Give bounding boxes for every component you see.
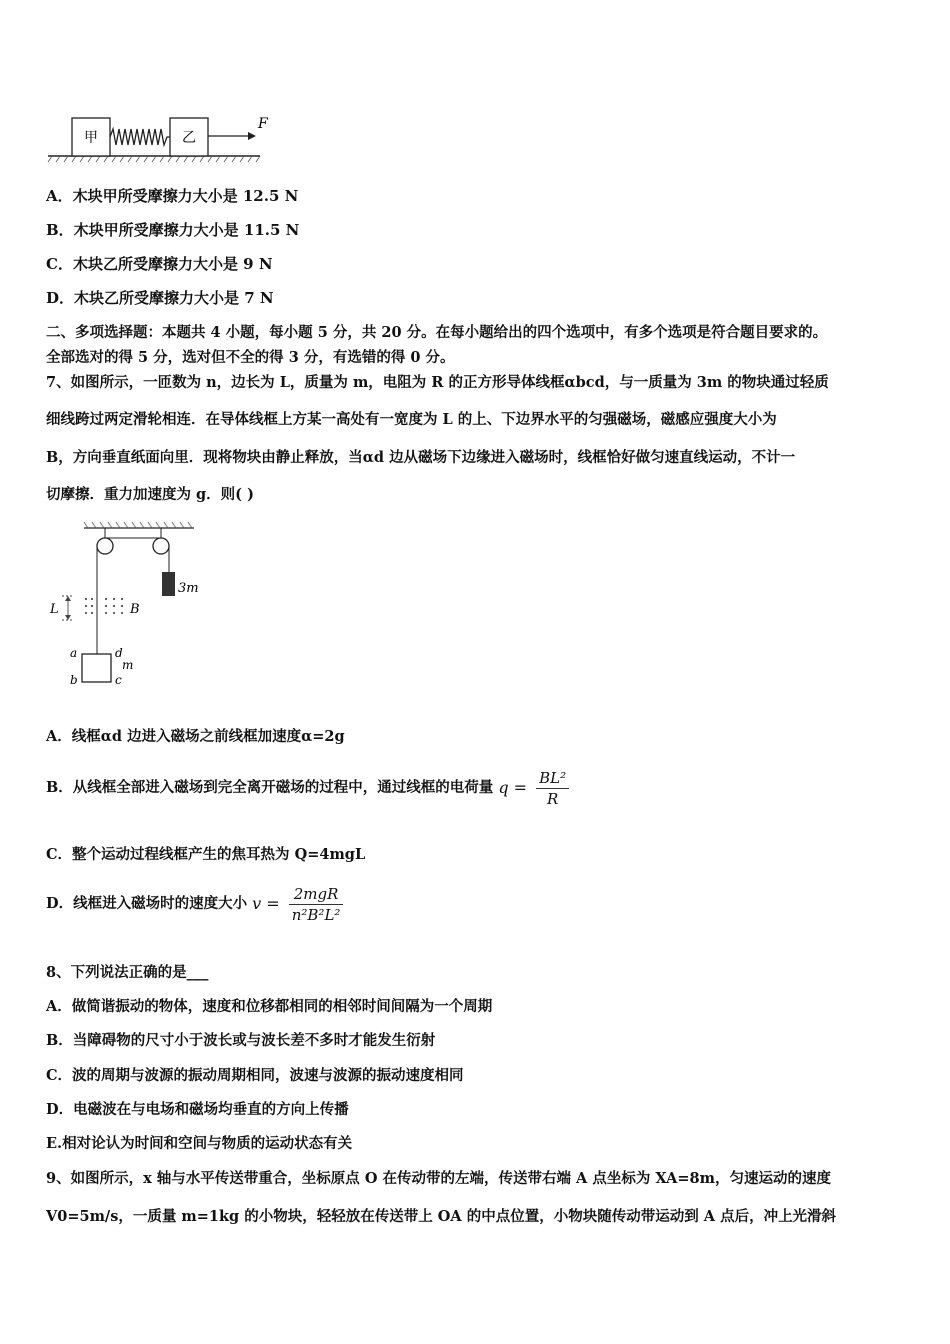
q6-option-a: A．木块甲所受摩擦力大小是 12.5 N [46, 187, 299, 205]
hanging-mass-label: 3m [178, 581, 199, 596]
spring-blocks-figure [46, 112, 286, 164]
q7-option-a: A．线框αd 边进入磁场之前线框加速度α=2g [46, 728, 345, 745]
q7-option-b-lhs: q = [498, 778, 528, 797]
pulley-frame-figure [44, 520, 214, 692]
q7-option-d [46, 882, 343, 926]
block-yi-label: 乙 [182, 130, 196, 146]
q8-option-e: E.相对论认为时间和空间与物质的运动状态有关 [46, 1135, 353, 1152]
q8-option-c: C．波的周期与波源的振动周期相同，波速与波源的振动速度相同 [46, 1067, 464, 1084]
q9-stem-line1: 9、如图所示，x 轴与水平传送带重合，坐标原点 O 在传动带的左端，传送带右端 A 点坐标为 XA=8m，匀速运动的速度 [46, 1170, 831, 1187]
q7-option-d-text: D．线框进入磁场时的速度大小 [46, 895, 248, 912]
q6-option-c: C．木块乙所受摩擦力大小是 9 N [46, 255, 273, 273]
q6-option-b: B．木块甲所受摩擦力大小是 11.5 N [46, 221, 300, 239]
q7-stem-line3: B，方向垂直纸面向里．现将物块由静止释放，当αd 边从磁场下边缘进入磁场时，线框恰好做匀速直线运动，不计一 [46, 449, 796, 466]
corner-c-label: c [115, 673, 122, 687]
hanging-mass [162, 572, 175, 596]
left-pulley [97, 538, 113, 554]
q8-option-d: D．电磁波在与电场和磁场均垂直的方向上传播 [46, 1101, 349, 1118]
field-width-label: L [50, 602, 59, 617]
q7-option-b-fraction [536, 768, 569, 809]
q7-option-b [46, 766, 569, 810]
q8-stem: 8、下列说法正确的是___ [46, 964, 209, 981]
magnetic-field-dots [85, 598, 123, 614]
conducting-frame [82, 654, 111, 682]
q7-option-b-numerator: BL² [536, 768, 569, 789]
section2-heading: 二、多项选择题：本题共 4 小题，每小题 5 分，共 20 分。在每小题给出的四个选项中，有多个选项是符合题目要求的。 [46, 324, 828, 341]
q7-option-d-fraction [289, 884, 344, 925]
q6-option-d: D．木块乙所受摩擦力大小是 7 N [46, 289, 274, 307]
q8-option-a: A．做简谐振动的物体，速度和位移都相同的相邻时间间隔为一个周期 [46, 998, 493, 1015]
q7-option-c: C．整个运动过程线框产生的焦耳热为 Q=4mgL [46, 846, 366, 863]
section2-scoring: 全部选对的得 5 分，选对但不全的得 3 分，有选错的得 0 分。 [46, 349, 455, 366]
q7-stem-line2: 细线跨过两定滑轮相连．在导体线框上方某一高处有一宽度为 L 的上、下边界水平的匀强磁场，磁感应强度大小为 [46, 411, 777, 428]
corner-d-label: d [115, 646, 123, 660]
frame-mass-label: m [122, 658, 134, 672]
field-label: B [130, 602, 140, 617]
q7-option-d-lhs: v = [252, 894, 280, 913]
corner-a-label: a [70, 646, 78, 660]
q7-option-b-text: B．从线框全部进入磁场到完全离开磁场的过程中，通过线框的电荷量 [46, 779, 494, 796]
q8-option-b: B．当障碍物的尺寸小于波长或与波长差不多时才能发生衍射 [46, 1032, 436, 1049]
spring [110, 129, 170, 145]
q7-option-d-numerator: 2mgR [289, 884, 344, 905]
q7-option-b-denominator: R [546, 789, 559, 808]
force-label: F [258, 116, 268, 132]
block-jia-label: 甲 [84, 130, 98, 146]
right-pulley [153, 538, 169, 554]
q7-stem-line1: 7、如图所示，一匝数为 n，边长为 L，质量为 m，电阻为 R 的正方形导体线框αbcd，与一质量为 3m 的物块通过轻质 [46, 374, 829, 391]
q7-option-d-denominator: n²B²L² [291, 905, 341, 924]
q9-stem-line2: V0=5m/s，一质量 m=1kg 的小物块，轻轻放在传送带上 OA 的中点位置，小物块随传动带运动到 A 点后，冲上光滑斜 [46, 1208, 837, 1225]
corner-b-label: b [70, 673, 78, 687]
q7-stem-line4: 切摩擦．重力加速度为 g．则( ) [46, 486, 254, 503]
